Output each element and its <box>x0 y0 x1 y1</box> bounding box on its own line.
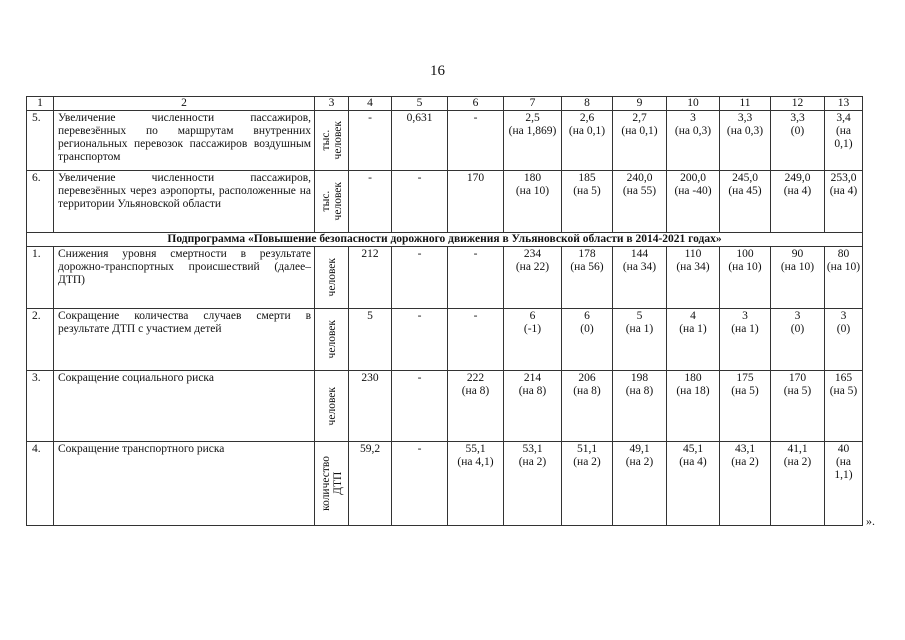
header-cell: 13 <box>825 97 863 111</box>
value: 3 <box>840 310 847 322</box>
value-cell <box>613 111 667 171</box>
value-cell <box>720 111 771 171</box>
delta: (на 56) <box>570 261 604 273</box>
value-cell: - <box>392 442 448 526</box>
value-cell: - <box>392 171 448 233</box>
value: 180 <box>684 372 702 384</box>
value-cell <box>667 371 720 442</box>
value: 253,0 <box>830 172 857 184</box>
value-cell: - <box>349 171 392 233</box>
value-cell <box>825 171 863 233</box>
value: 180 <box>523 172 542 184</box>
table-row <box>27 247 863 309</box>
delta: (0) <box>790 125 805 137</box>
value-cell <box>825 111 863 171</box>
delta: (на 1) <box>625 323 654 335</box>
indicator-name: Снижения уровня смертности в результате дорожно-транспортных происшествий (далее– ДТП) <box>54 247 315 309</box>
value-cell <box>562 371 613 442</box>
value-cell <box>771 371 825 442</box>
value-cell <box>613 247 667 309</box>
value-cell <box>825 247 863 309</box>
delta: (на 8) <box>461 385 490 397</box>
row-number: 2. <box>27 309 54 371</box>
value-cell <box>720 171 771 233</box>
header-cell: 8 <box>562 97 613 111</box>
delta: (на 0,3) <box>674 125 712 137</box>
indicator-name: Увеличение численности пассажиров, перевезённых через аэропорты, расположенные на территории Ульяновской области <box>54 171 315 233</box>
value: 110 <box>684 248 702 260</box>
indicators-table <box>26 96 863 526</box>
value-cell: - <box>448 247 504 309</box>
header-cell: 10 <box>667 97 720 111</box>
value-cell <box>720 371 771 442</box>
value: 80 <box>837 248 850 260</box>
value: 6 <box>529 310 536 322</box>
row-number: 1. <box>27 247 54 309</box>
delta: (на 2) <box>518 456 547 468</box>
value-cell <box>720 442 771 526</box>
row-number: 4. <box>27 442 54 526</box>
value: 206 <box>578 372 596 384</box>
delta: (0) <box>836 323 851 335</box>
delta: (на 10) <box>728 261 762 273</box>
value-cell: 0,631 <box>392 111 448 171</box>
value: 43,1 <box>734 443 756 455</box>
value: 240,0 <box>626 172 653 184</box>
unit-cell <box>315 442 349 526</box>
value-cell <box>562 111 613 171</box>
delta: (на 5) <box>783 385 812 397</box>
value-cell: - <box>448 111 504 171</box>
unit-label: человек <box>325 258 338 297</box>
delta: (на 4) <box>679 456 707 468</box>
value: 55,1 <box>465 443 486 455</box>
indicator-name: Сокращение транспортного риска <box>54 442 315 526</box>
value-cell <box>720 247 771 309</box>
value: 214 <box>523 372 542 384</box>
value: 2,5 <box>525 112 540 124</box>
value: 185 <box>578 172 596 184</box>
header-cell: 12 <box>771 97 825 111</box>
header-cell: 3 <box>315 97 349 111</box>
value: 3,4 <box>836 112 851 124</box>
value-cell <box>613 309 667 371</box>
value: 3 <box>690 112 696 124</box>
closing-quote-mark: ». <box>866 514 875 528</box>
delta: (на 4) <box>829 185 858 197</box>
delta: (на 18) <box>676 385 710 397</box>
value: 49,1 <box>629 443 650 455</box>
value: 2,7 <box>632 112 647 124</box>
row-number: 5. <box>27 111 54 171</box>
delta: (0) <box>580 323 594 335</box>
delta: (на 8) <box>518 385 547 397</box>
indicator-name: Увеличение численности пассажиров, перевезённых по маршрутам внутренних региональных перевозок пассажиров воздушным транспортом <box>54 111 315 171</box>
header-cell: 1 <box>27 97 54 111</box>
value-cell <box>667 171 720 233</box>
value: 6 <box>584 310 590 322</box>
delta: (на 2) <box>625 456 654 468</box>
unit-label: человек <box>325 386 338 426</box>
value: 90 <box>791 248 804 260</box>
value-cell <box>771 171 825 233</box>
value: 3,3 <box>737 112 753 124</box>
delta: (на 0,1) <box>568 125 606 137</box>
value-cell <box>825 371 863 442</box>
value-cell <box>613 171 667 233</box>
delta: (на -40) <box>674 185 712 197</box>
value-cell <box>771 442 825 526</box>
value: 198 <box>630 372 649 384</box>
row-number: 3. <box>27 371 54 442</box>
value-cell <box>504 371 562 442</box>
value-cell <box>613 442 667 526</box>
unit-cell <box>315 309 349 371</box>
delta: (на 34) <box>676 261 710 273</box>
value: 234 <box>523 248 542 260</box>
unit-cell <box>315 247 349 309</box>
delta: (на 1,869) <box>508 125 557 137</box>
delta: (на 1) <box>679 323 707 335</box>
value-cell <box>771 247 825 309</box>
value-cell: 59,2 <box>349 442 392 526</box>
value-cell <box>448 371 504 442</box>
delta: (на 10) <box>515 185 550 197</box>
value-cell <box>504 171 562 233</box>
value: 3 <box>794 310 801 322</box>
unit-label: тыс. человек <box>319 182 344 221</box>
value-cell <box>562 171 613 233</box>
table-row <box>27 442 863 526</box>
value-cell <box>562 309 613 371</box>
value-cell <box>720 309 771 371</box>
table-row <box>27 309 863 371</box>
delta: (на 22) <box>515 261 550 273</box>
header-cell: 5 <box>392 97 448 111</box>
value-cell <box>825 309 863 371</box>
value-cell <box>504 111 562 171</box>
delta: (на 45) <box>728 185 762 197</box>
header-cell: 4 <box>349 97 392 111</box>
delta: (на 4,1) <box>457 456 494 468</box>
value: 222 <box>466 372 485 384</box>
header-row <box>27 97 863 111</box>
value: 4 <box>690 310 696 322</box>
value-cell: 5 <box>349 309 392 371</box>
value-cell: - <box>392 247 448 309</box>
table-row <box>27 171 863 233</box>
value-cell: - <box>448 309 504 371</box>
table-row <box>27 111 863 171</box>
value-cell: 170 <box>448 171 504 233</box>
value: 144 <box>630 248 649 260</box>
page-number: 16 <box>430 63 445 79</box>
value: 170 <box>788 372 807 384</box>
table-row <box>27 371 863 442</box>
unit-cell <box>315 171 349 233</box>
value-cell <box>771 111 825 171</box>
delta: (на 1,1) <box>834 456 853 481</box>
indicator-name: Сокращение количества случаев смерти в результате ДТП с участием детей <box>54 309 315 371</box>
delta: (на 5) <box>731 385 759 397</box>
value-cell <box>504 442 562 526</box>
subprogram-title: Подпрограмма «Повышение безопасности дорожного движения в Ульяновской области в 2014-2021 годах» <box>27 233 863 247</box>
value: 249,0 <box>784 172 811 184</box>
header-cell: 7 <box>504 97 562 111</box>
value-cell: - <box>349 111 392 171</box>
value: 165 <box>834 372 853 384</box>
delta: (на 55) <box>622 185 657 197</box>
delta: (0) <box>790 323 805 335</box>
value: 45,1 <box>682 443 704 455</box>
delta: (на 1) <box>731 323 759 335</box>
value-cell: - <box>392 371 448 442</box>
value: 245,0 <box>732 172 758 184</box>
delta: (-1) <box>523 323 542 335</box>
value-cell: 230 <box>349 371 392 442</box>
delta: (на 2) <box>731 456 759 468</box>
value-cell <box>562 442 613 526</box>
value-cell <box>562 247 613 309</box>
value-cell <box>771 309 825 371</box>
value: 178 <box>578 248 596 260</box>
value: 40 <box>837 443 850 455</box>
header-cell: 2 <box>54 97 315 111</box>
section-row <box>27 233 863 247</box>
value-cell <box>448 442 504 526</box>
unit-label: тыс. человек <box>319 121 344 160</box>
unit-cell <box>315 111 349 171</box>
value: 200,0 <box>680 172 706 184</box>
delta: (на 5) <box>573 185 601 197</box>
header-cell: 9 <box>613 97 667 111</box>
value: 5 <box>636 310 643 322</box>
delta: (на 4) <box>783 185 812 197</box>
header-cell: 11 <box>720 97 771 111</box>
value-cell <box>667 442 720 526</box>
row-number: 6. <box>27 171 54 233</box>
delta: (на 8) <box>625 385 654 397</box>
value: 100 <box>736 248 754 260</box>
value: 3 <box>742 310 748 322</box>
value: 3,3 <box>790 112 805 124</box>
value-cell <box>667 247 720 309</box>
value: 2,6 <box>579 112 595 124</box>
indicator-name: Сокращение социального риска <box>54 371 315 442</box>
value-cell <box>504 309 562 371</box>
unit-label: человек <box>325 320 338 359</box>
delta: (на 0,1) <box>621 125 658 137</box>
delta: (на 10) <box>826 261 861 273</box>
delta: (на 5) <box>829 385 858 397</box>
delta: (на 2) <box>573 456 601 468</box>
delta: (на 0,3) <box>726 125 764 137</box>
header-cell: 6 <box>448 97 504 111</box>
value-cell <box>667 111 720 171</box>
delta: (на 0,1) <box>834 125 853 150</box>
value-cell: 212 <box>349 247 392 309</box>
value-cell: - <box>392 309 448 371</box>
value: 175 <box>736 372 754 384</box>
value-cell <box>613 371 667 442</box>
value: 41,1 <box>787 443 808 455</box>
value: 51,1 <box>576 443 598 455</box>
unit-cell <box>315 371 349 442</box>
value-cell <box>504 247 562 309</box>
value: 53,1 <box>522 443 543 455</box>
delta: (на 10) <box>780 261 815 273</box>
unit-label: количество ДТП <box>319 456 344 511</box>
delta: (на 34) <box>622 261 657 273</box>
delta: (на 2) <box>783 456 812 468</box>
value-cell <box>825 442 863 526</box>
delta: (на 8) <box>573 385 601 397</box>
value-cell <box>667 309 720 371</box>
